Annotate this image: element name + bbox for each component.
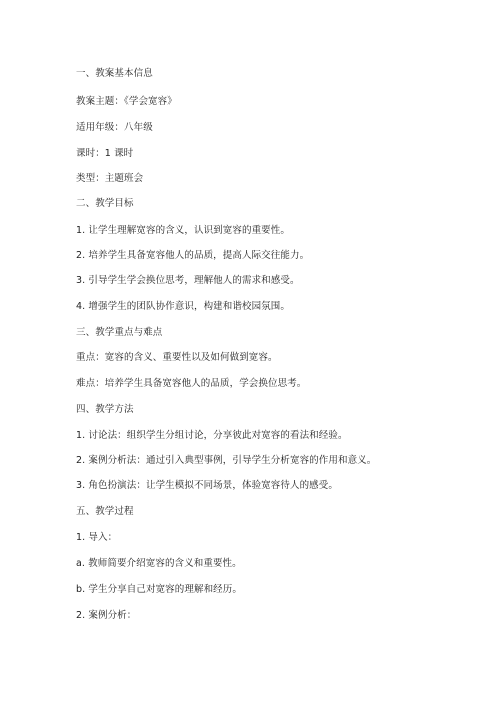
section-heading-objectives: 二、教学目标 — [76, 198, 134, 209]
section-heading-basic-info: 一、教案基本信息 — [76, 68, 153, 79]
process-step: 2. 案例分析： — [76, 610, 137, 621]
applicable-grade: 适用年级：八年级 — [76, 122, 153, 133]
method-item: 2. 案例分析法：通过引入典型事例，引导学生分析宽容的作用和意义。 — [76, 455, 377, 466]
process-step: 1. 导入： — [76, 532, 118, 543]
lesson-hours: 课时：1 课时 — [76, 148, 134, 159]
method-item: 3. 角色扮演法：让学生模拟不同场景，体验宽容待人的感受。 — [76, 480, 338, 491]
process-substep: b. 学生分享自己对宽容的理解和经历。 — [76, 584, 242, 595]
section-heading-key-points: 三、教学重点与难点 — [76, 327, 163, 338]
objective-item: 3. 引导学生学会换位思考，理解他人的需求和感受。 — [76, 275, 300, 286]
section-heading-process: 五、教学过程 — [76, 506, 134, 517]
method-item: 1. 讨论法：组织学生分组讨论，分享彼此对宽容的看法和经验。 — [76, 430, 348, 441]
difficult-point: 难点：培养学生具备宽容他人的品质，学会换位思考。 — [76, 378, 307, 389]
objective-item: 1. 让学生理解宽容的含义，认识到宽容的重要性。 — [76, 225, 290, 236]
key-point: 重点：宽容的含义、重要性以及如何做到宽容。 — [76, 352, 278, 363]
lesson-topic: 教案主题：《学会宽容》 — [76, 96, 177, 107]
lesson-type: 类型：主题班会 — [76, 173, 144, 184]
section-heading-methods: 四、教学方法 — [76, 404, 134, 415]
objective-item: 4. 增强学生的团队协作意识，构建和谐校园氛围。 — [76, 301, 290, 312]
objective-item: 2. 培养学生具备宽容他人的品质，提高人际交往能力。 — [76, 250, 310, 261]
process-substep: a. 教师简要介绍宽容的含义和重要性。 — [76, 558, 242, 569]
